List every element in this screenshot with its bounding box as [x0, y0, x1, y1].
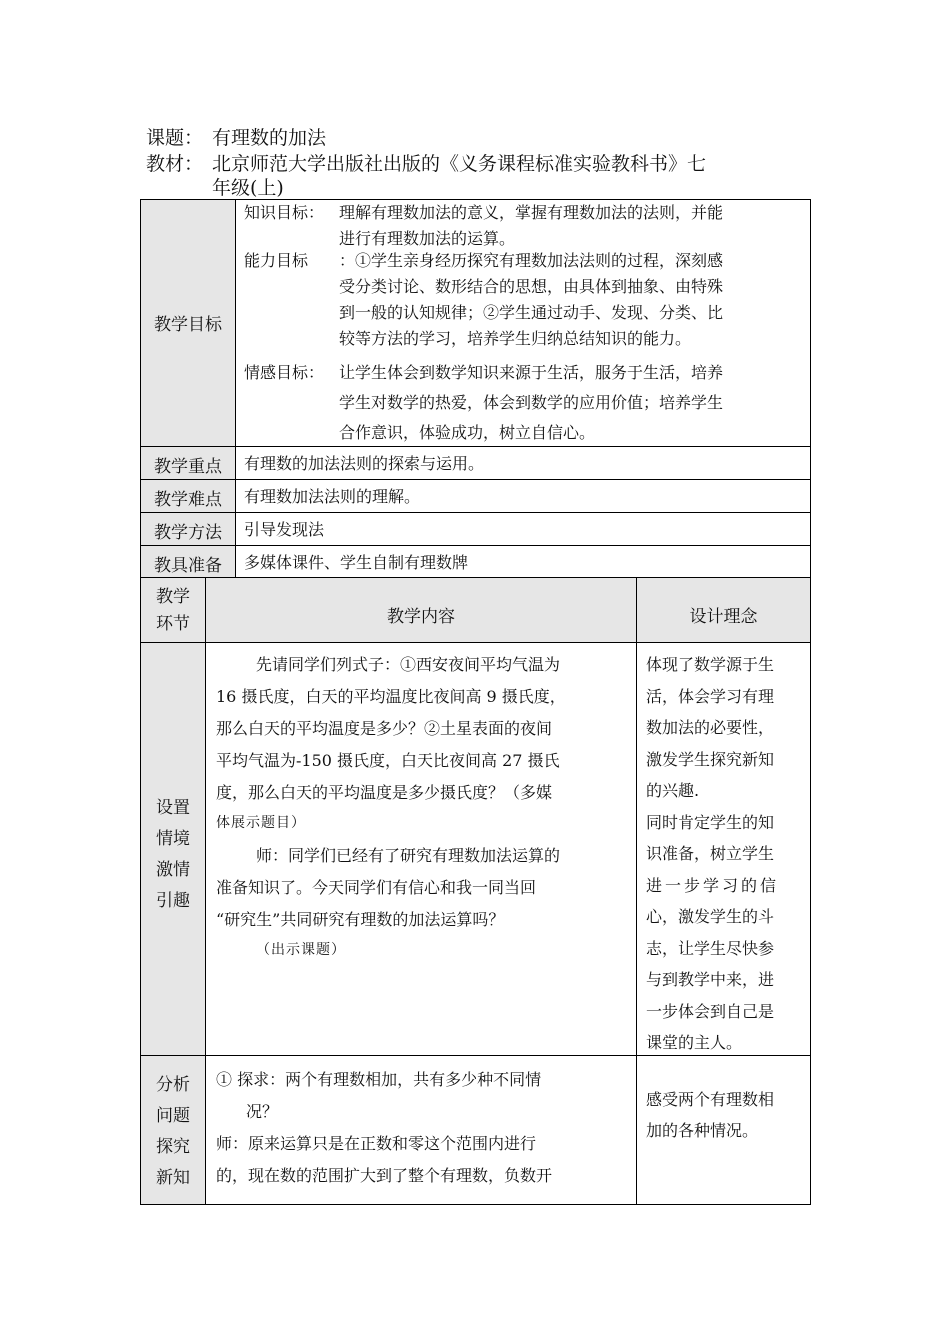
section2-design-cell — [636, 1055, 811, 1205]
row-tools-value-cell — [235, 545, 811, 578]
row-difficulty-value-cell — [235, 479, 811, 513]
section1-stage-line-2: 情境 — [156, 829, 190, 849]
content-header: 教学内容 — [387, 607, 455, 627]
section1-design-line-12: 一步体会到自己是 — [646, 1001, 775, 1021]
textbook-text: 北京师范大学出版社出版的《义务课程标准实验教科书》七 — [212, 153, 707, 175]
section1-design-line-1: 体现了数学源于生 — [646, 655, 775, 674]
section1-stage — [141, 793, 205, 917]
section2-content-line-3: 师：原来运算只是在正数和零这个范围内进行 — [216, 1134, 537, 1153]
row-method-value-cell — [235, 512, 811, 546]
row-method-label: 教学方法 — [154, 523, 222, 543]
knowledge-line-2: 进行有理数加法的运算。 — [339, 229, 516, 248]
section1-design-line-6: 同时肯定学生的知 — [646, 812, 775, 832]
topic-label: 课题： — [146, 127, 204, 149]
stage-header-line-2: 环节 — [156, 614, 190, 634]
ability-line-4: 较等方法的学习，培养学生归纳总结知识的能力。 — [339, 329, 692, 348]
stage-header — [141, 584, 205, 638]
section1-design-line-3: 数加法的必要性， — [646, 718, 775, 737]
section1-design-line-4: 激发学生探究新知 — [646, 749, 775, 769]
knowledge-line-1: 理解有理数加法的意义，掌握有理数加法的法则，并能 — [339, 203, 724, 222]
objectives-content-cell — [235, 199, 811, 447]
emotion-line-3: 合作意识，体验成功，树立自信心。 — [339, 423, 596, 442]
section2-stage — [141, 1070, 205, 1194]
section1-stage-line-4: 引趣 — [156, 891, 190, 911]
section1-content-line-1: 先请同学们列式子：①西安夜间平均气温为 — [256, 655, 561, 674]
textbook-line — [146, 152, 707, 177]
textbook-label: 教材： — [146, 153, 204, 175]
ability-label: 能力目标 — [244, 251, 309, 270]
section1-stage-line-1: 设置 — [156, 798, 190, 818]
section1-content-line-10: （出示课题） — [256, 942, 346, 958]
objectives-label-cell — [140, 199, 236, 447]
row-tools-label-cell — [140, 545, 236, 578]
emotion-line-2: 学生对数学的热爱，体会到数学的应用价值；培养学生 — [339, 393, 724, 412]
row-method-value: 引导发现法 — [244, 520, 325, 539]
section1-design-cell — [636, 642, 811, 1056]
ability-line-3: 到一般的认知规律；②学生通过动手、发现、分类、比 — [339, 303, 724, 322]
row-focus-label-cell — [140, 446, 236, 480]
emotion-line-1: 让学生体会到数学知识来源于生活，服务于生活，培养 — [339, 363, 724, 382]
design-header: 设计理念 — [689, 607, 758, 627]
row-focus-value: 有理数的加法法则的探索与运用。 — [244, 454, 485, 473]
section1-content-line-8: 准备知识了。今天同学们有信心和我一同当回 — [216, 878, 537, 897]
content-header-cell — [205, 577, 637, 643]
section1-content-cell — [205, 642, 637, 1056]
row-method-label-cell — [140, 512, 236, 546]
section2-content-line-2: 况？ — [246, 1102, 279, 1121]
section1-content-line-6: 体展示题目） — [216, 815, 306, 831]
section2-stage-line-2: 问题 — [156, 1106, 190, 1126]
objectives-label: 教学目标 — [154, 315, 222, 335]
section1-design-line-5: 的兴趣. — [646, 781, 700, 800]
section1-content-line-7: 师：同学们已经有了研究有理数加法运算的 — [256, 846, 561, 865]
section2-stage-line-4: 新知 — [156, 1168, 190, 1188]
section1-design-line-11: 与到教学中来，进 — [646, 970, 775, 989]
section1-stage-line-3: 激情 — [156, 860, 190, 880]
topic-title: 有理数的加法 — [212, 127, 327, 149]
stage-header-line-1: 教学 — [156, 587, 190, 607]
section2-content-line-1: ① 探求：两个有理数相加，共有多少种不同情 — [216, 1070, 542, 1089]
row-tools-label: 教具准备 — [154, 556, 222, 576]
stage-header-cell — [140, 577, 206, 643]
ability-line-2: 受分类讨论、数形结合的思想，由具体到抽象、由特殊 — [339, 277, 724, 296]
ability-line-1: ：①学生亲身经历探究有理数加法法则的过程，深刻感 — [339, 251, 724, 270]
section1-content-line-4: 平均气温为-150 摄氏度，白天比夜间高 27 摄氏 — [216, 751, 560, 770]
textbook-line-2: 年级(上) — [212, 177, 284, 199]
section1-design-line-10: 志，让学生尽快参 — [646, 938, 775, 958]
section1-content-line-2: 16 摄氏度，白天的平均温度比夜间高 9 摄氏度， — [216, 687, 566, 706]
row-difficulty-value: 有理数加法法则的理解。 — [244, 487, 421, 506]
knowledge-label: 知识目标： — [244, 203, 325, 222]
section2-stage-cell — [140, 1055, 206, 1205]
design-header-cell — [636, 577, 811, 643]
section1-design-line-9: 心，激发学生的斗 — [646, 907, 775, 926]
section2-design — [646, 1084, 774, 1146]
row-difficulty-label: 教学难点 — [154, 490, 222, 510]
section1-content-line-9: “研究生”共同研究有理数的加法运算吗？ — [216, 910, 505, 929]
section1-stage-cell — [140, 642, 206, 1056]
row-tools-value: 多媒体课件、学生自制有理数牌 — [244, 553, 469, 572]
topic-line — [146, 126, 327, 151]
row-focus-value-cell — [235, 446, 811, 480]
section1-content-line-3: 那么白天的平均温度是多少？②土星表面的夜间 — [216, 719, 553, 738]
section2-content-cell — [205, 1055, 637, 1205]
section1-content-line-5: 度，那么白天的平均温度是多少摄氏度？（多媒 — [216, 783, 553, 802]
section2-design-line-2: 加的各种情况。 — [646, 1121, 759, 1140]
section2-stage-line-1: 分析 — [156, 1075, 190, 1095]
emotion-label: 情感目标： — [244, 363, 325, 382]
section2-content-line-4: 的，现在数的范围扩大到了整个有理数，负数开 — [216, 1166, 553, 1185]
row-difficulty-label-cell — [140, 479, 236, 513]
section2-design-line-1: 感受两个有理数相 — [646, 1090, 775, 1109]
section1-design-line-8: 进一步学习的信 — [646, 875, 780, 895]
section1-design-line-2: 活，体会学习有理 — [646, 686, 775, 706]
section1-design-line-13: 课堂的主人。 — [646, 1033, 743, 1052]
section1-design-line-7: 识准备，树立学生 — [646, 844, 775, 863]
row-focus-label: 教学重点 — [154, 457, 222, 477]
section2-stage-line-3: 探究 — [156, 1137, 190, 1157]
section1-design — [646, 649, 779, 1059]
